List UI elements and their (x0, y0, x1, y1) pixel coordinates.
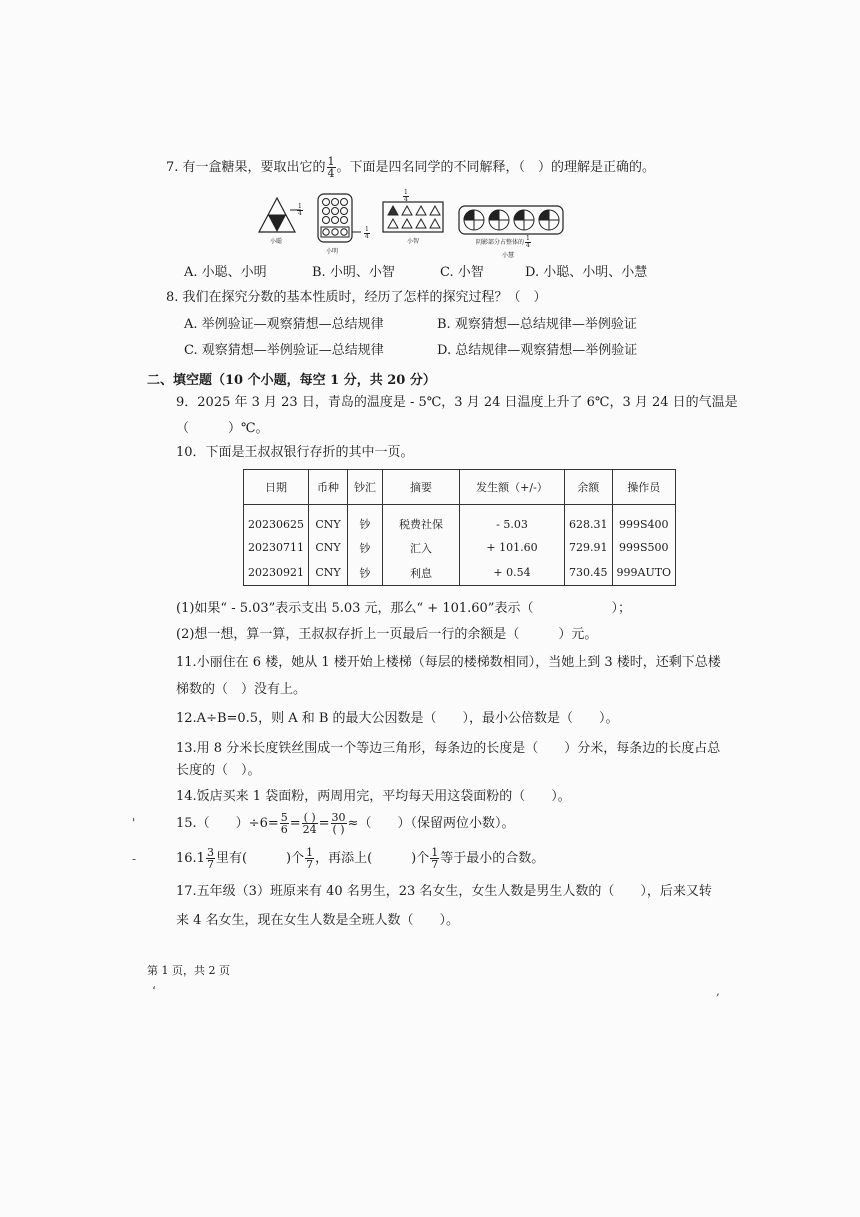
q17-line1: 17.五年级（3）班原来有 40 名男生，23 名女生，女生人数是男生人数的（ ），后来又转 (176, 884, 712, 899)
scan-mark: , (716, 984, 720, 998)
section-title: 二、填空题（10 个小题，每空 1 分，共 20 分） (147, 373, 436, 388)
q17-line2: 来 4 名女生，现在女生人数是全班人数（ ）。 (176, 913, 460, 928)
header-cell: 摘要 (383, 470, 460, 505)
q8-option-d: D. 总结规律—观察猜想—举例验证 (437, 343, 638, 358)
q7-option-c: C. 小智 (440, 265, 484, 280)
scan-mark: ‘ (152, 984, 156, 998)
table-cell: 20230921 (244, 560, 309, 586)
page-number: 第 1 页，共 2 页 (147, 964, 230, 977)
table-cell: 20230711 (244, 535, 309, 560)
q8-stem: 8. 我们在探究分数的基本性质时，经历了怎样的探究过程？（ ） (166, 290, 547, 305)
q8-option-a: A. 举例验证—观察猜想—总结规律 (184, 317, 384, 332)
table-cell: CNY (309, 505, 348, 536)
table-cell: - 5.03 (460, 505, 565, 536)
q10-stem: 10．下面是王叔叔银行存折的其中一页。 (176, 445, 414, 460)
q7-option-d: D. 小聪、小明、小慧 (525, 265, 648, 280)
bankbook-table (243, 469, 676, 586)
table-cell: 999S500 (612, 535, 676, 560)
table-cell: 729.91 (565, 535, 613, 560)
q7-option-a: A. 小聪、小明 (184, 265, 267, 280)
xiaoming-box-figure (318, 194, 361, 242)
q9-line1: 9．2025 年 3 月 23 日，青岛的温度是 - 5℃，3 月 24 日温度上升了 6℃，3 月 24 日的气温是 (176, 395, 738, 410)
table-cell: 钞 (348, 535, 383, 560)
header-cell: 操作员 (612, 470, 676, 505)
table-cell: CNY (309, 560, 348, 586)
xiaoming-fraction-label: $\frac{1}{4}$ (365, 226, 369, 240)
q8-option-b: B. 观察猜想—总结规律—举例验证 (437, 317, 637, 332)
header-cell: 币种 (309, 470, 348, 505)
table-cell: + 0.54 (460, 560, 565, 586)
table-row (244, 560, 676, 586)
scan-mark: - (132, 852, 137, 866)
table-cell: 999S400 (612, 505, 676, 536)
xiaocong-triangle-figure (259, 198, 301, 232)
table-cell: 628.31 (565, 505, 613, 536)
xiaozhi-triangles-figure (383, 202, 443, 232)
q16-text: 16.1 $\frac{3}{7}$ 里有( )个 $\frac{1}{7}$ ，再添上( )个 $\frac{1}{7}$ 等于最小的合数。 (176, 846, 545, 871)
table-row (244, 535, 676, 560)
q13-line2: 长度的（ ）。 (176, 763, 261, 778)
header-cell: 发生额（+/-） (460, 470, 565, 505)
scan-mark: ' (132, 816, 136, 830)
q11-line1: 11.小丽住在 6 楼，她从 1 楼开始上楼梯（每层的楼梯数相同），当她上到 3 楼时，还剩下总楼 (176, 655, 721, 670)
table-cell: 汇入 (383, 535, 460, 560)
xiaocong-fraction-label: $\frac{1}{4}$ (298, 203, 302, 217)
q13-line1: 13.用 8 分米长度铁丝围成一个等边三角形，每条边的长度是（ ）分米，每条边的长度占总 (176, 741, 721, 756)
fraction: $\frac{1}{4}$ (327, 155, 335, 180)
q7-option-b: B. 小明、小智 (312, 265, 395, 280)
xiaohui-caption: 小慧 (502, 252, 515, 259)
table-cell: 730.45 (565, 560, 613, 586)
table-cell: 钞 (348, 560, 383, 586)
table-cell: CNY (309, 535, 348, 560)
q14-text: 14.饭店买来 1 袋面粉，两周用完，平均每天用这袋面粉的（ ）。 (176, 789, 571, 804)
xiaocong-caption: 小聪 (270, 238, 283, 245)
q11-line2: 梯数的（ ）没有上。 (176, 682, 307, 697)
xiaozhi-caption: 小智 (407, 238, 420, 245)
q10-sub1: (1)如果“ - 5.03”表示支出 5.03 元，那么“ + 101.60”表示（ ）； (176, 601, 631, 616)
xiaoming-caption: 小明 (326, 248, 339, 255)
table-cell: 税费社保 (383, 505, 460, 536)
table-cell: 利息 (383, 560, 460, 586)
header-cell: 钞汇 (348, 470, 383, 505)
table-cell: + 101.60 (460, 535, 565, 560)
table-cell: 钞 (348, 505, 383, 536)
q15-text: 15.（ ）÷6= $\frac{5}{6}$ = $\frac{( )}{24}$ = $\frac{30}{( )}$ ≈（ ）（保留两位小数）。 (176, 811, 515, 836)
table-cell: 999AUTO (612, 560, 676, 586)
xiaozhi-fraction-label: $\frac{1}{4}$ (404, 189, 408, 203)
table-cell: 20230625 (244, 505, 309, 536)
q7-stem: 7. 有一盒糖果，要取出它的 $\frac{1}{4}$ 。下面是四名同学的不同解释，（ ）的理解是正确的。 (166, 155, 656, 180)
xiaohui-note: 阴影部分占整体的 $\frac{1}{4}$ (476, 235, 530, 249)
table-header-row (244, 470, 676, 505)
q9-line2: （ ）℃。 (176, 421, 269, 436)
header-cell: 余额 (565, 470, 613, 505)
table-row (244, 505, 676, 536)
q8-option-c: C. 观察猜想—举例验证—总结规律 (184, 343, 384, 358)
header-cell: 日期 (244, 470, 309, 505)
xiaohui-circles-figure (459, 206, 563, 234)
q12-text: 12.A÷B=0.5，则 A 和 B 的最大公因数是（ ），最小公倍数是（ ）。 (176, 711, 619, 726)
q10-sub2: (2)想一想，算一算，王叔叔存折上一页最后一行的余额是（ ）元。 (176, 627, 598, 642)
